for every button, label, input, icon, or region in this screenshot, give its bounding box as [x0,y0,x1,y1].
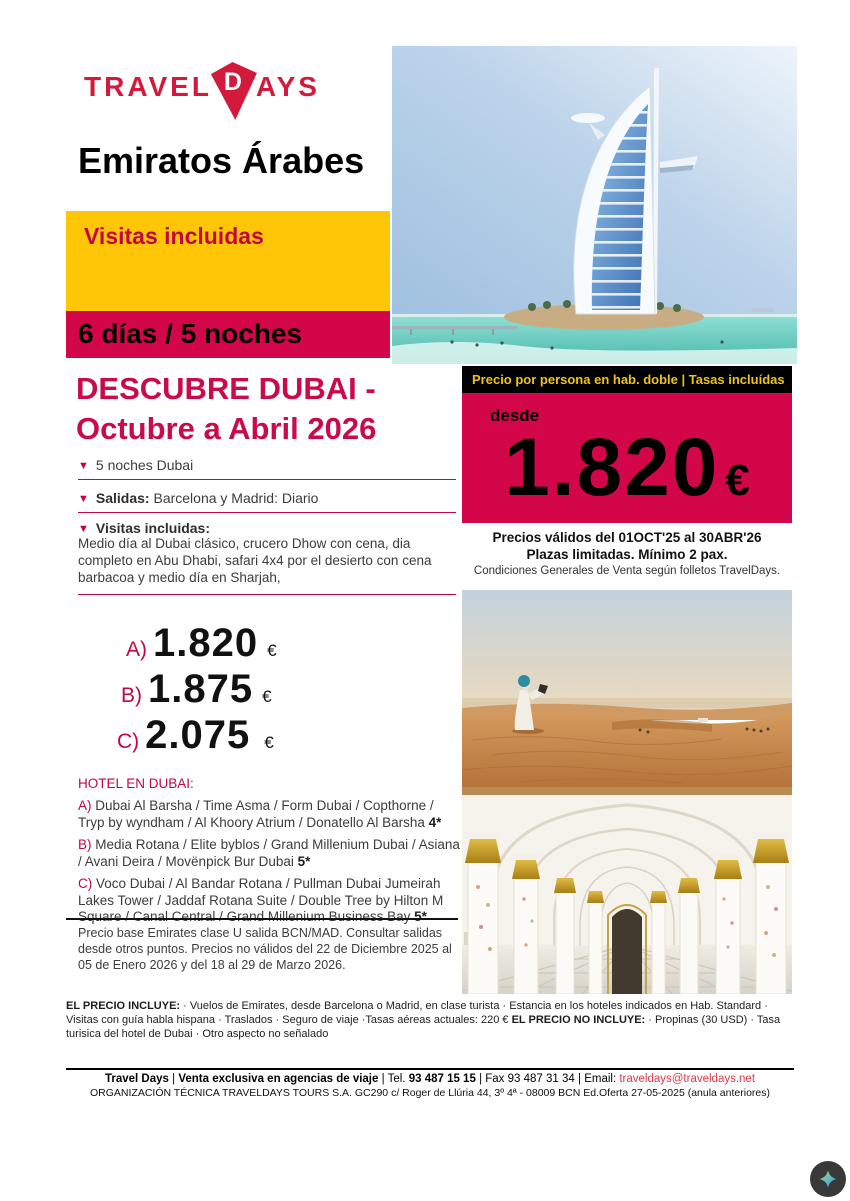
bullet-triangle-icon: ▼ [78,493,89,505]
page-title: Emiratos Árabes [78,140,365,181]
desert-safari-photo [462,590,792,787]
price-option-value: 2.075 [145,713,251,757]
footer-tel-number: 93 487 15 15 [408,1073,476,1085]
hotel-option-a [78,798,462,831]
bullet-departures-text: Barcelona y Madrid: Diario [149,490,319,506]
mosque-photo [462,787,792,994]
not-includes-text: · Propinas (30 USD) · Tasa turisica del hotel de Dubai · Otro aspecto no señalado [66,1014,781,1040]
limit-text: Plazas limitadas. Mínimo 2 pax. [526,547,728,562]
offer-title-line2: Octubre a Abril 2026 [76,411,377,446]
hotel-option-text: Voco Dubai / Al Bandar Rotana / Pullman Dubai Jumeirah Lakes Tower / Jaddaf Rotana Suite / Double Tree by Hilton M Square / Canal Central / Grand Millenium Business Bay [78,876,444,924]
hotel-option-b [78,837,462,870]
hotel-option-label: B) [78,837,92,852]
hotels-section [78,776,462,932]
logo-d-glyph [211,62,257,120]
headline-price-box [462,393,792,523]
price-option-value: 1.875 [148,667,254,711]
footer-separator: | [577,1073,581,1085]
bullet-nights [78,457,456,473]
duration-label: 6 días / 5 noches [78,318,303,349]
headline-price-value: 1.820 [504,422,720,513]
hotel-option-text: Media Rotana / Elite byblos / Grand Millenium Dubai / Asiana / Avani Deira / Movënpick Bur Dubai [78,837,460,869]
logo-d-letter: D [223,68,242,96]
price-option-c [117,713,274,758]
euro-sign: € [262,687,272,706]
bullet-visits-bold: Visitas incluidas: [95,520,211,536]
divider [78,594,456,595]
hotels-heading: HOTEL EN DUBAI: [78,776,194,791]
hotel-option-label: A) [78,798,92,813]
footer-email-link[interactable]: traveldays@traveldays.net [619,1073,756,1085]
divider [66,918,458,920]
divider [78,512,456,513]
bullet-triangle-icon: ▼ [78,460,89,472]
hotel-option-text: Dubai Al Barsha / Time Asma / Form Dubai / Copthorne / Tryp by wyndham / Al Khoory Atrium / Donatello Al Barsha [78,798,434,830]
footer-contact-line [50,1073,810,1085]
base-fare-note: Precio base Emirates clase U salida BCN/MAD. Consultar salidas desde otros puntos. Precios no válidos del 22 de Diciembre 2025 al 05 de Enero 2026 y del 18 al 29 de Marzo 2026. [78,926,452,972]
divider [66,1068,794,1070]
footer-exclusive: Venta exclusiva en agencias de viaje [178,1073,379,1085]
footer-separator: | [172,1073,176,1085]
hotel-option-stars: 4* [428,814,442,830]
price-option-value: 1.820 [153,621,259,665]
divider [78,479,456,480]
bullet-visits [78,520,456,536]
price-conditions-text: Precio por persona en hab. doble | Tasas incluídas [472,372,785,387]
bullet-triangle-icon: ▼ [78,523,89,535]
price-option-label: A) [126,638,147,661]
validity-text: Precios válidos del 01OCT'25 al 30ABR'26 [492,530,762,545]
logo-text-travel: TRAVEL [84,71,212,102]
includes-label: EL PRECIO INCLUYE: [66,1000,181,1012]
includes-text: · Vuelos de Emirates, desde Barcelona o Madrid, en clase turista · Estancia en los hoteles indicados en Hab. Standard · Visitas con guía habla hispana · Traslados · Seguro de viaje ·Tasas aéreas actuales: 220 € [66,1000,768,1026]
footer-separator: | [381,1073,385,1085]
offer-title-line1: DESCUBRE DUBAI - [76,371,376,406]
price-option-label: B) [121,684,142,707]
visits-banner [66,211,390,311]
euro-sign: € [725,456,750,505]
bullet-departures [78,490,456,506]
footer-tel-label: Tel. [387,1073,409,1085]
price-includes-paragraph [66,999,796,1041]
offer-title [76,369,376,449]
app-watermark-button[interactable] [810,1161,846,1197]
traveldays-logo [84,56,320,118]
footer-fax: Fax 93 487 31 34 [485,1073,575,1085]
price-option-label: C) [117,730,140,753]
footer-brand: Travel Days [104,1073,169,1085]
general-conditions-text: Condiciones Generales de Venta según folletos TravelDays. [473,565,781,577]
headline-price [462,421,792,515]
not-includes-label: EL PRECIO NO INCLUYE: [511,1014,646,1026]
bullet-nights-text: 5 noches Dubai [95,457,194,473]
price-option-a [126,621,277,666]
visits-description: Medio día al Dubai clásico, crucero Dhow con cena, dia completo en Abu Dhabi, safari 4x4 por el desierto con cena barbacoa y medio día en Sharjah, [78,536,432,585]
visits-banner-label: Visitas incluidas [84,223,264,249]
price-option-b [121,667,272,712]
footer-email-label: Email: [584,1073,620,1085]
duration-bar [66,311,390,358]
bullet-departures-bold: Salidas: [95,490,150,506]
burj-al-arab-photo [392,46,797,364]
from-label: desde [490,406,540,425]
hotel-option-stars: 5* [297,853,311,869]
hotel-option-label: C) [78,876,93,891]
price-conditions-bar [462,366,792,393]
footer-separator: | [479,1073,483,1085]
logo-text-ays: AYS [255,71,320,102]
hotel-option-stars: 5* [414,909,427,924]
footer-legal-line: ORGANIZACIÓN TÉCNICA TRAVELDAYS TOURS S.A. GC290 c/ Roger de Llúria 44, 3º 4ª - 08009 BCN Ed.Oferta 27-05-2025 (anula anteriores) [89,1087,770,1099]
euro-sign: € [264,733,274,752]
euro-sign: € [267,641,277,660]
star-icon [816,1167,840,1191]
